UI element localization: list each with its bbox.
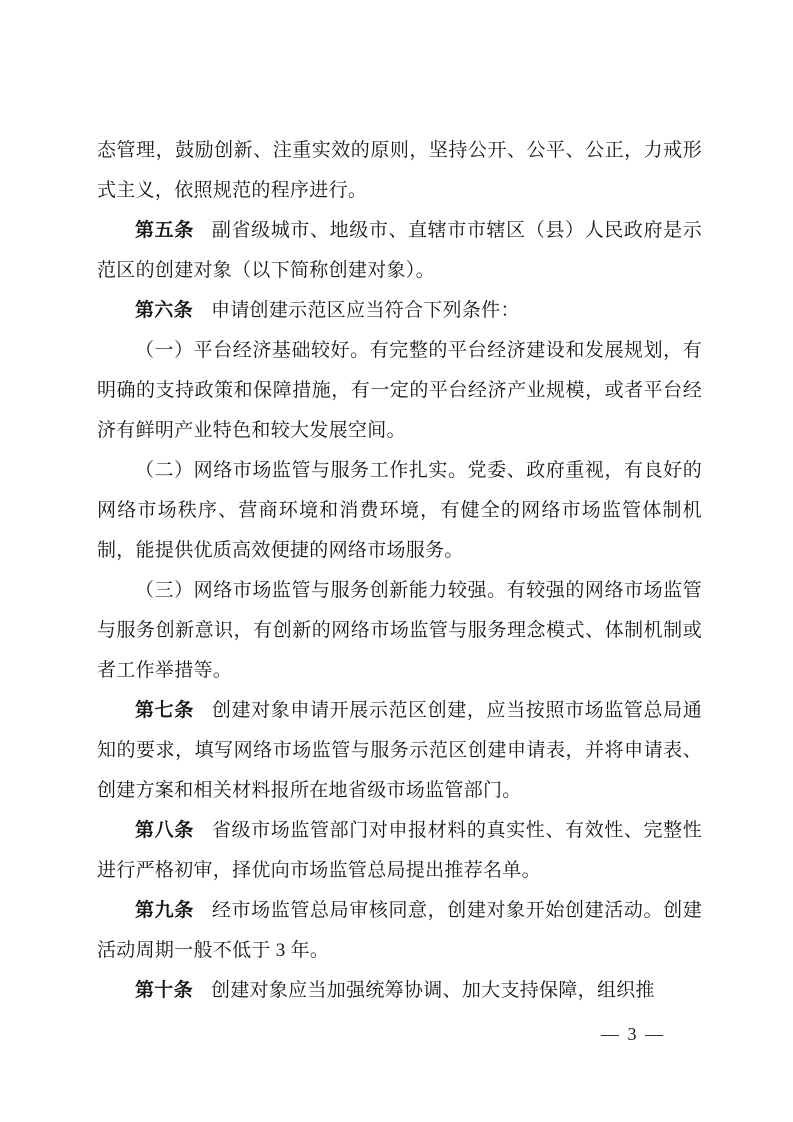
paragraph-text: 省级市场监管部门对申报材料的真实性、有效性、完整性进行严格初审，择优向市场监管总局提出推荐名单。 (97, 820, 702, 881)
article-number: 第八条 (135, 820, 194, 841)
paragraph (97, 891, 702, 971)
article-number: 第五条 (135, 220, 194, 241)
paragraph-text: （二）网络市场监管与服务工作扎实。党委、政府重视，有良好的网络市场秩序、营商环境和消费环境，有健全的网络市场监管体制机制，能提供优质高效便捷的网络市场服务。 (97, 460, 702, 561)
page-number: — 3 — (601, 1024, 665, 1044)
paragraph-text: （一）平台经济基础较好。有完整的平台经济建设和发展规划，有明确的支持政策和保障措施，有一定的平台经济产业规模，或者平台经济有鲜明产业特色和较大发展空间。 (97, 340, 702, 441)
paragraph-text: 创建对象申请开展示范区创建，应当按照市场监管总局通知的要求，填写网络市场监管与服务示范区创建申请表，并将申请表、创建方案和相关材料报所在地省级市场监管部门。 (97, 700, 702, 801)
article-number: 第六条 (135, 300, 193, 321)
article-number: 第十条 (135, 980, 193, 1001)
article-number: 第九条 (135, 900, 194, 921)
paragraph-text: （三）网络市场监管与服务创新能力较强。有较强的网络市场监管与服务创新意识，有创新的网络市场监管与服务理念模式、体制机制或者工作举措等。 (97, 580, 702, 681)
paragraph-text: 副省级城市、地级市、直辖市市辖区（县）人民政府是示范区的创建对象（以下简称创建对象）。 (97, 220, 702, 281)
document-body (97, 131, 702, 1011)
paragraph (97, 451, 702, 571)
paragraph (97, 291, 702, 331)
paragraph-text: 态管理，鼓励创新、注重实效的原则，坚持公开、公平、公正，力戒形式主义，依照规范的程序进行。 (97, 140, 702, 201)
article-number: 第七条 (135, 700, 194, 721)
paragraph (97, 131, 702, 211)
paragraph (97, 691, 702, 811)
paragraph-text: 申请创建示范区应当符合下列条件： (210, 300, 520, 321)
paragraph (97, 811, 702, 891)
paragraph (97, 331, 702, 451)
paragraph (97, 211, 702, 291)
paragraph (97, 571, 702, 691)
paragraph (97, 971, 702, 1011)
paragraph-text: 创建对象应当加强统筹协调、加大支持保障，组织推 (210, 980, 655, 1001)
paragraph-text: 经市场监管总局审核同意，创建对象开始创建活动。创建活动周期一般不低于 3 年。 (97, 900, 702, 961)
